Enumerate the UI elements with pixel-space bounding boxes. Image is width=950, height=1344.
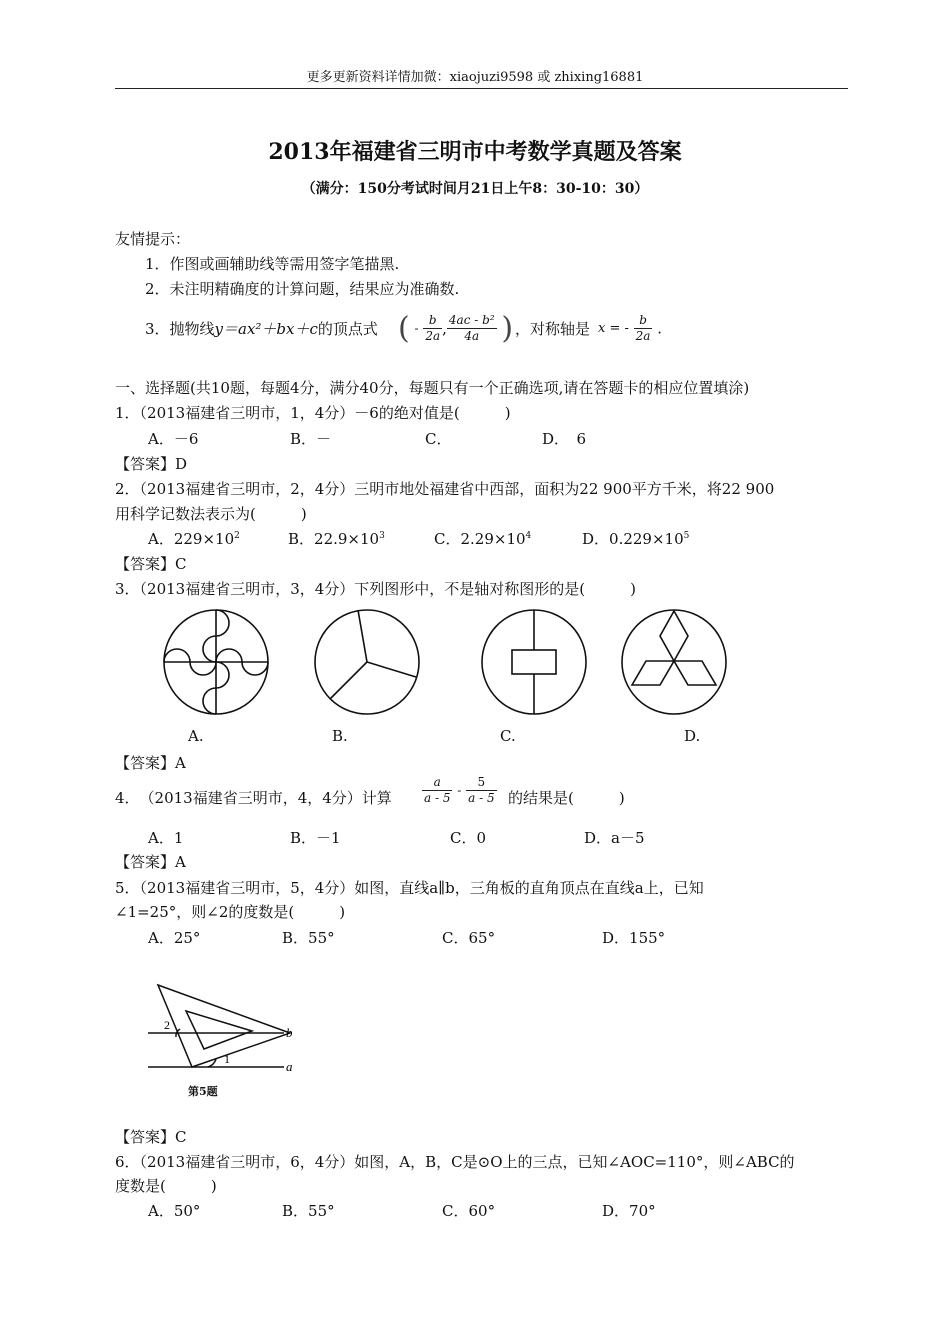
page-subtitle: （满分：150分考试时间月21日上午8：30-10：30） — [301, 181, 649, 197]
label-2: 2 — [164, 1018, 170, 1032]
header-contact: 更多更新资料详情加微：xiaojuzi9598 或 zhixing16881 — [306, 70, 644, 85]
q2-answer-value: C — [175, 555, 187, 573]
figure-d-diamonds — [622, 610, 726, 714]
q5-option-c: C．65° — [442, 929, 496, 947]
q5-answer-value: C — [175, 1128, 187, 1146]
axis-end: . — [657, 319, 663, 338]
axis-label: ，对称轴是 — [515, 320, 591, 338]
q4-option-a: A．1 — [148, 829, 184, 847]
axis-formula — [598, 313, 662, 344]
q4-minus: - — [457, 783, 462, 798]
q1-answer — [115, 453, 187, 474]
figure-a-pinwheel — [164, 610, 268, 714]
tip-2: 2．未注明精确度的计算问题，结果应为准确数. — [145, 280, 460, 298]
axis-var: x = - — [598, 321, 629, 336]
q1-option-a: A．－6 — [148, 430, 199, 448]
vertex-label: 的顶点式 — [317, 320, 378, 338]
q4-option-d: D．a－5 — [584, 829, 645, 847]
q2-answer: 【答案】C — [115, 555, 187, 573]
q6-stem-2: 度数是( ) — [115, 1177, 217, 1195]
q3-option-a: A. — [188, 727, 204, 745]
parabola-expression: y＝ax²＋bx＋c — [214, 320, 318, 338]
page-title: 2013年福建省三明市中考数学真题及答案 — [268, 139, 682, 165]
q4-num2: 5 — [466, 775, 496, 791]
vertex-den1: 2a — [425, 329, 441, 343]
q2-option-d: D．$0.229\times 10^5$ — [582, 530, 690, 548]
q5-stem: 5．（2013福建省三明市，5，4分）如图，直线a∥b，三角板的直角顶点在直线a上，已知 — [115, 879, 704, 897]
header-divider — [115, 88, 848, 89]
q3-option-b: B. — [332, 727, 348, 745]
q4-option-b: B．－1 — [290, 829, 341, 847]
q4-stem: 4． （2013福建省三明市，4，4分）计算 — [115, 789, 392, 807]
label-b: b — [286, 1025, 293, 1040]
vertex-num1: b — [423, 313, 442, 329]
q5-figure — [140, 975, 310, 1100]
tip-3 — [145, 318, 378, 339]
q5-option-b: B．55° — [282, 929, 335, 947]
vertex-num2: 4ac - b² — [448, 313, 495, 327]
q6-option-c: C．60° — [442, 1202, 496, 1220]
tip-1: 1．作图或画辅助线等需用签字笔描黑. — [145, 255, 400, 273]
q3-stem: 3．（2013福建省三明市，3，4分）下列图形中，不是轴对称图形的是( ) — [115, 580, 637, 598]
q1-option-b: B．－ — [290, 430, 332, 448]
axis-den: 2a — [635, 329, 651, 343]
q4-option-c: C．0 — [450, 829, 487, 847]
label-1: 1 — [224, 1052, 230, 1066]
vertex-formula: ( - $\frac{b}{2a}$ , $\frac{\text{4ac - b²}}{4a}$ ) — [398, 311, 514, 346]
q1-option-c: C． — [425, 430, 452, 448]
q1-stem: 1．（2013福建省三明市，1，4分）－6的绝对值是( ) — [115, 404, 511, 422]
q2-stem-2: 用科学记数法表示为( ) — [115, 505, 307, 523]
q5-figure-caption: 第5题 — [188, 1085, 218, 1098]
q3-answer: 【答案】A — [115, 754, 186, 772]
q1-option-d: D． 6 — [542, 430, 587, 448]
q3-option-c: C. — [500, 727, 516, 745]
q5-answer: 【答案】C — [115, 1128, 187, 1146]
q4-answer: 【答案】A — [115, 853, 186, 871]
q5-option-a: A．25° — [148, 929, 201, 947]
q2-option-a: A．$229\times 10^2$ — [148, 530, 240, 548]
q6-option-d: D．70° — [602, 1202, 656, 1220]
q4-answer-value: A — [175, 853, 186, 871]
vertex-den2: 4a — [464, 329, 480, 343]
q6-option-b: B．55° — [282, 1202, 335, 1220]
q6-option-a: A．50° — [148, 1202, 201, 1220]
q2-stem: 2．（2013福建省三明市，2，4分）三明市地处福建省中西部，面积为22 900平方千米，将22 900 — [115, 480, 775, 498]
answer-label: 【答案】 — [115, 455, 176, 473]
q1-answer-value: D — [175, 455, 188, 473]
q4-den2: a - 5 — [468, 791, 495, 805]
q3-option-d: D. — [684, 727, 701, 745]
q4-num1: a — [422, 775, 452, 791]
tip-3-label: 3．抛物线 — [145, 320, 215, 338]
q4-expression — [422, 775, 497, 806]
q5-stem-2: ∠1=25°，则∠2的度数是( ) — [115, 903, 346, 921]
tips-heading: 友情提示： — [115, 230, 191, 248]
label-a: a — [286, 1059, 293, 1074]
q4-stem-end: 的结果是( ) — [508, 789, 625, 807]
q2-option-c: C．$2.29\times 10^4$ — [434, 530, 532, 548]
section-heading: 一、选择题(共10题，每题4分，满分40分，每题只有一个正确选项,请在答题卡的相应位置填涂) — [115, 379, 750, 397]
q6-stem: 6．（2013福建省三明市，6，4分）如图，A，B，C是⊙O上的三点，已知∠AOC=110°，则∠ABC的 — [115, 1153, 795, 1171]
q2-option-b: B．$22.9\times 10^3$ — [288, 530, 385, 548]
q3-figures — [160, 605, 760, 725]
figure-c-rectangle — [482, 610, 586, 714]
q4-den1: a - 5 — [424, 791, 451, 805]
q3-answer-value: A — [175, 754, 186, 772]
axis-num: b — [634, 313, 653, 329]
figure-b-three-sectors — [315, 610, 419, 714]
q5-option-d: D．155° — [602, 929, 666, 947]
